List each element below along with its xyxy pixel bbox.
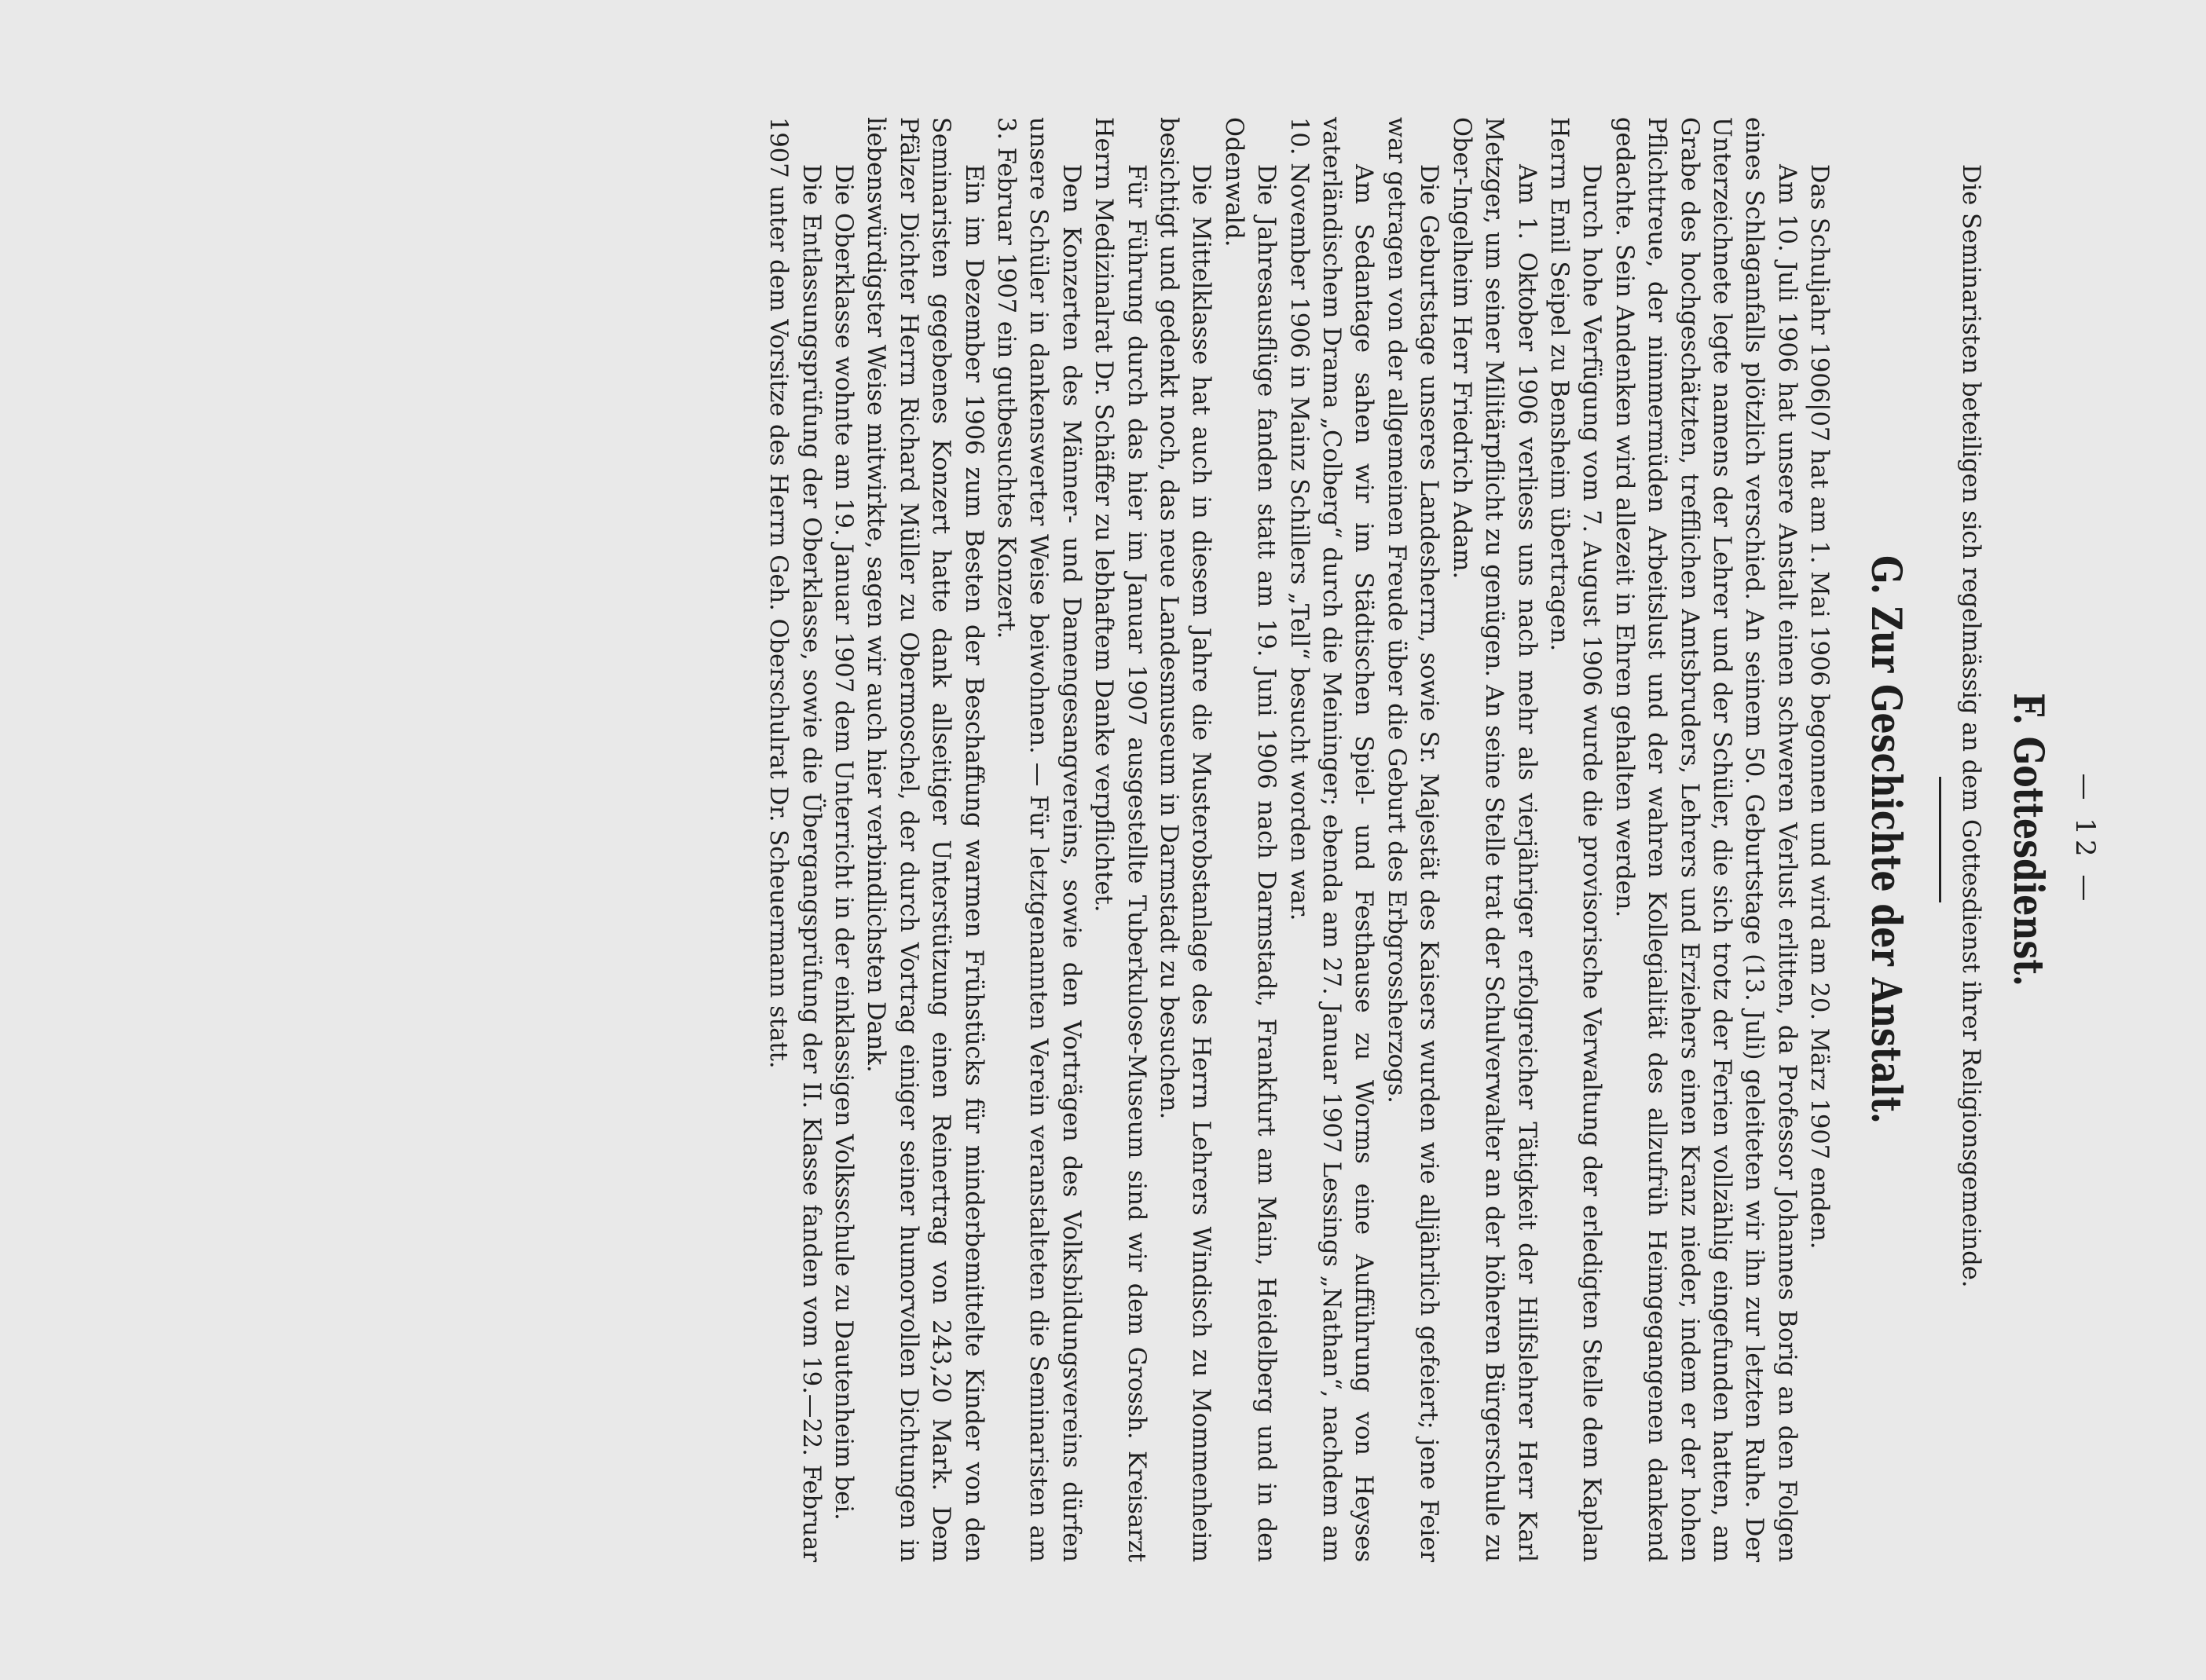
paragraph-schuljahr: Das Schuljahr 1906|07 hat am 1. Mai 1906 begonnen und wird am 20. März 1907 enden. [1805, 164, 1834, 1250]
paragraph-verwaltung: Durch hohe Verfügung vom 7. August 1906 wurde die provisorische Verwaltung der erledigten Stelle dem Kaplan Herrn Emil Seipel zu Bensheim übertragen. [1545, 117, 1606, 1562]
paragraph-tuberkulose: Für Führung durch das hier im Januar 1907 ausgestellte Tuberkulose-Museum sind wir dem Grossh. Kreisarzt Herrn Medizinalrat Dr. Schäffer zu lebhaftem Danke verpflichtet. [1090, 117, 1150, 1562]
paragraph-geburtstage: Die Geburtstage unseres Landesherrn, sowie Sr. Majestät des Kaisers wurden wie alljährlich gefeiert; jene Feier war getragen von der allgemeinen Freude über die Geburt des Erbgrossherzogs. [1382, 117, 1443, 1562]
paragraph-metzger: Am 1. Oktober 1906 verliess uns nach mehr als vierjähriger erfolgreicher Tätigkeit der Hilfslehrer Herr Karl Metzger, um seiner Militärpflicht zu genügen. An seine Stelle trat der Schulverwalter an der höheren Bürgerschule zu Ober-Ingelheim Herr Friedrich Adam. [1447, 117, 1541, 1562]
paragraph-borig: Am 10. Juli 1906 hat unsere Anstalt einen schweren Verlust erlitten, da Professor Johannes Borig an den Folgen eines Schlaganfalls plötzlich verschied. An seinem 50. Geburtstage (13. Juli) geleiteten wir ihn zur letzten Ruhe. Der Unterzeichnete legte namens der Lehrer und der Schüler, die sich trotz der Ferien vollzählig eingefunden hatten, am Grabe des hochgeschätzten, trefflichen Amtsbruders, Lehrers und Erziehers einen Kranz nieder, indem er der hohen Pflichttreue, der nimmermüden Arbeitslust und der wahren Kollegialität des allzufrüh Heimgegangenen dankend gedachte. Sein Andenken wird allezeit in Ehren gehalten werden. [1610, 117, 1801, 1562]
section-f-heading: F. Gottesdienst. [2003, 693, 2052, 986]
section-divider [1939, 777, 1941, 902]
page-number: — 12 — [2069, 773, 2101, 906]
paragraph-sedantag: Am Sedantage sahen wir im Städtischen Spiel- und Festhause zu Worms eine Aufführung von Heyses vaterländischem Drama „Colberg“ durch die Meininger; ebenda am 27. Januar 1907 Lessings „Nathan“, nachdem am 10. November 1906 in Mainz Schillers „Tell“ besucht worden war. [1284, 117, 1378, 1562]
paragraph-fruehstueck: Ein im Dezember 1906 zum Besten der Beschaffung warmen Frühstücks für minderbemittelte Kinder von den Seminaristen gegebenes Konzert hatte dank allseitiger Unterstützung einen Reinertrag von 243,20 Mark. Dem Pfälzer Dichter Herrn Richard Müller zu Obermoschel, der durch Vortrag einiger seiner humorvollen Dichtungen in liebenswürdigster Weise mitwirkte, sagen wir auch hier verbindlichsten Dank. [862, 117, 988, 1562]
paragraph-pruefung: Die Entlassungsprüfung der Oberklasse, sowie die Übergangsprüfung der II. Klasse fanden vom 19.—22. Februar 1907 unter dem Vorsitze des Herrn Geh. Oberschulrat Dr. Scheuermann statt. [764, 117, 825, 1562]
paragraph-mittelklasse: Die Mittelklasse hat auch in diesem Jahre die Musterobstanlage des Herrn Lehrers Windisch zu Mommenheim besichtigt und gedenkt noch, das neue Landesmuseum in Darmstadt zu besuchen. [1155, 117, 1215, 1562]
section-g-heading: G. Zur Geschichte der Anstalt. [1862, 555, 1911, 1124]
paragraph-oberklasse: Die Oberklasse wohnte am 19. Januar 1907 dem Unterricht in der einklassigen Volksschule zu Dautenheim bei. [830, 164, 857, 1521]
document-page [74, 62, 2132, 1617]
paragraph-konzerte: Den Konzerten des Männer- und Damengesangvereins, sowie den Vorträgen des Volksbildungsvereins dürfen unsere Schüler in dankenswerter Weise beiwohnen. — Für letztgenannten Verein veranstalteten die Seminaristen am 3. Februar 1907 ein gutbesuchtes Konzert. [992, 117, 1085, 1562]
paragraph-jahresausfluege: Die Jahresausflüge fanden statt am 19. Juni 1906 nach Darmstadt, Frankfurt am Main, Heidelberg und in den Odenwald. [1219, 117, 1281, 1562]
section-f-text: Die Seminaristen beteiligen sich regelmässig an dem Gottesdienst ihrer Religionsgemeinde. [1956, 164, 1984, 1288]
